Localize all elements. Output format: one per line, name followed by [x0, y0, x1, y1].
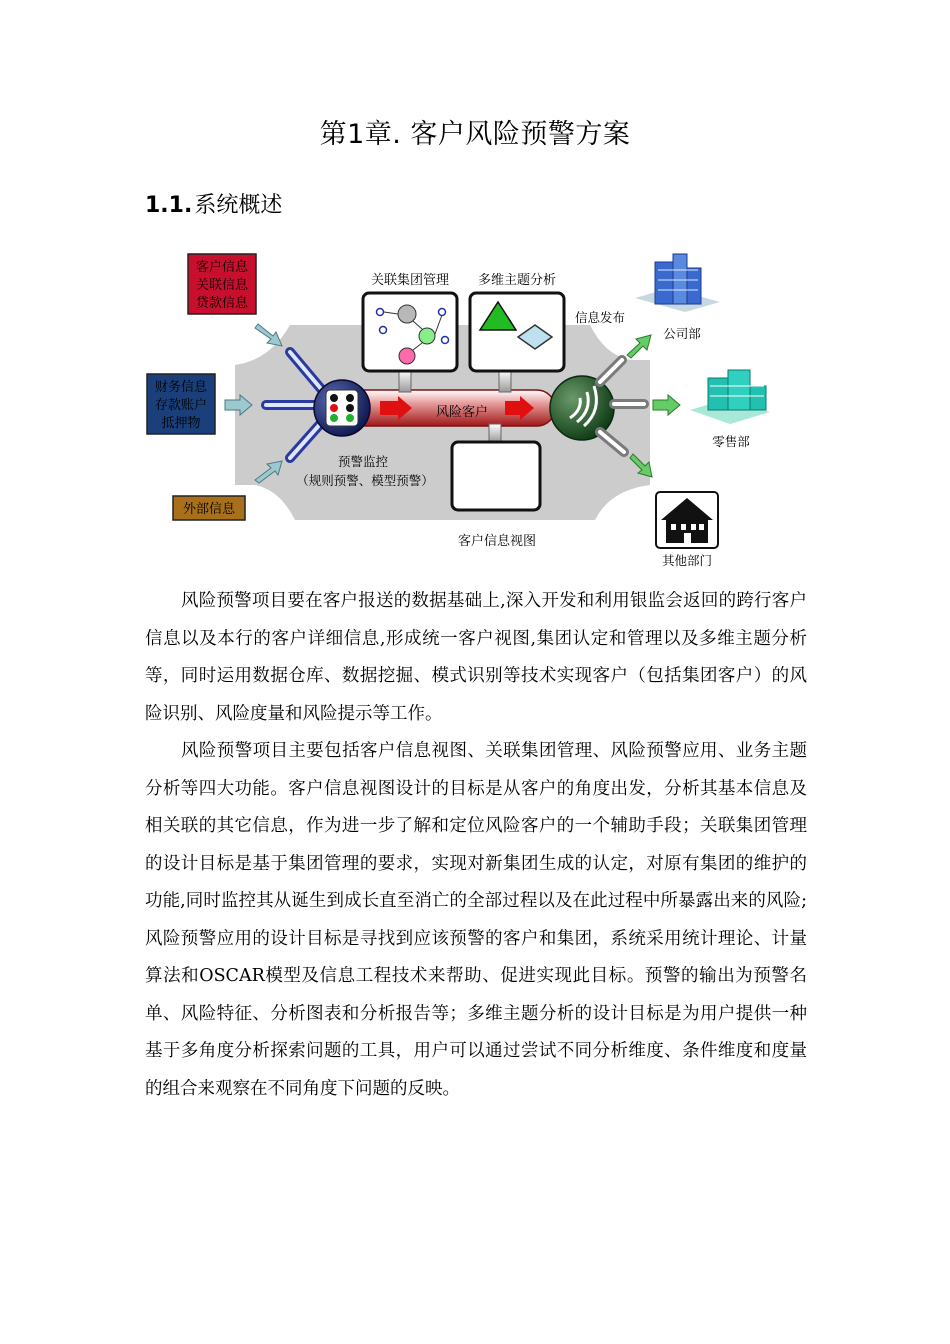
input-label-collateral: 抵押物 [161, 416, 201, 431]
connector-rod [489, 424, 501, 442]
paragraph-1: 风险预警项目要在客户报送的数据基础上,深入开发和利用银监会返回的跨行客户信息以及本行的客户详细信息,形成统一客户视图,集团认定和管理以及多维主题分析等，同时运用数据仓库、数据挖掘、模式识别等技术实现客户（包括集团客户）的风险识别、风险度量和风险提示等工作。 [145, 591, 807, 724]
input-box-customer [188, 254, 256, 314]
monitor-sublabel: （规则预警、模型预警） [296, 473, 434, 488]
dest-retail-label: 零售部 [712, 434, 750, 449]
signal-light-icon [330, 394, 338, 402]
customer-view-box [452, 442, 540, 510]
input-box-finance [147, 374, 215, 434]
publish-label: 信息发布 [574, 310, 626, 325]
section-number: 1.1. [145, 193, 193, 218]
warning-monitor-node [314, 380, 370, 436]
input-box-external [173, 496, 245, 520]
multi-dim-box [470, 293, 564, 371]
signal-light-icon [330, 414, 338, 422]
risk-customer-pipe [340, 390, 555, 426]
pipe-label: 风险客户 [435, 405, 489, 420]
arrow-icon [255, 324, 282, 346]
section-title: 系统概述 [194, 193, 283, 218]
dest-company-label: 公司部 [663, 326, 701, 341]
input-label-deposit-account: 存款账户 [154, 398, 208, 413]
dest-other-label: 其他部门 [661, 553, 713, 568]
input-label-external-info: 外部信息 [182, 502, 236, 517]
node-icon [419, 328, 435, 344]
customer-view-label: 客户信息视图 [457, 534, 537, 549]
arrow-icon [653, 395, 680, 415]
group-mgmt-label: 关联集团管理 [370, 273, 450, 288]
node-icon [398, 305, 416, 323]
input-label-loan-info: 贷款信息 [195, 296, 249, 311]
retail-building-icon [690, 370, 770, 424]
input-label-customer-info: 客户信息 [195, 260, 249, 275]
company-building-icon [635, 254, 720, 312]
node-icon [399, 348, 415, 364]
input-label-finance-info: 财务信息 [154, 380, 208, 395]
input-label-relation-info: 关联信息 [195, 278, 249, 293]
group-mgmt-box [363, 293, 457, 371]
chapter-title: 第1章. 客户风险预警方案 [319, 119, 631, 150]
signal-light-icon [346, 404, 354, 412]
house-icon [656, 492, 718, 548]
system-overview-diagram [130, 240, 830, 580]
signal-light-icon [346, 394, 354, 402]
arrow-icon [627, 335, 651, 358]
multi-dim-label: 多维主题分析 [477, 273, 557, 288]
paragraph-2: 风险预警项目主要包括客户信息视图、关联集团管理、风险预警应用、业务主题分析等四大功能。客户信息视图设计的目标是从客户的角度出发，分析其基本信息及相关联的其它信息，作为进一步了解和定位风险客户的一个辅助手段；关联集团管理的设计目标是基于集团管理的要求，实现对新集团生成的认定，对原有集团的维护的功能,同时监控其从诞生到成长直至消亡的全部过程以及在此过程中所暴露出来的风险;风险预警应用的设计目标是寻找到应该预警的客户和集团，系统采用统计理论、计量算法和OSCAR模型及信息工程技术来帮助、促进实现此目标。预警的输出为预警名单、风险特征、分析图表和分析报告等；多维主题分析的设计目标是为用户提供一种基于多角度分析探索问题的工具，用户可以通过尝试不同分析维度、条件维度和度量的组合来观察在不同角度下问题的反映。 [145, 741, 807, 1099]
signal-light-icon [346, 414, 354, 422]
connector-rod [399, 370, 411, 392]
connector-rod [499, 370, 511, 392]
monitor-label: 预警监控 [337, 454, 389, 469]
section-heading [145, 188, 282, 219]
signal-light-icon [330, 404, 338, 412]
